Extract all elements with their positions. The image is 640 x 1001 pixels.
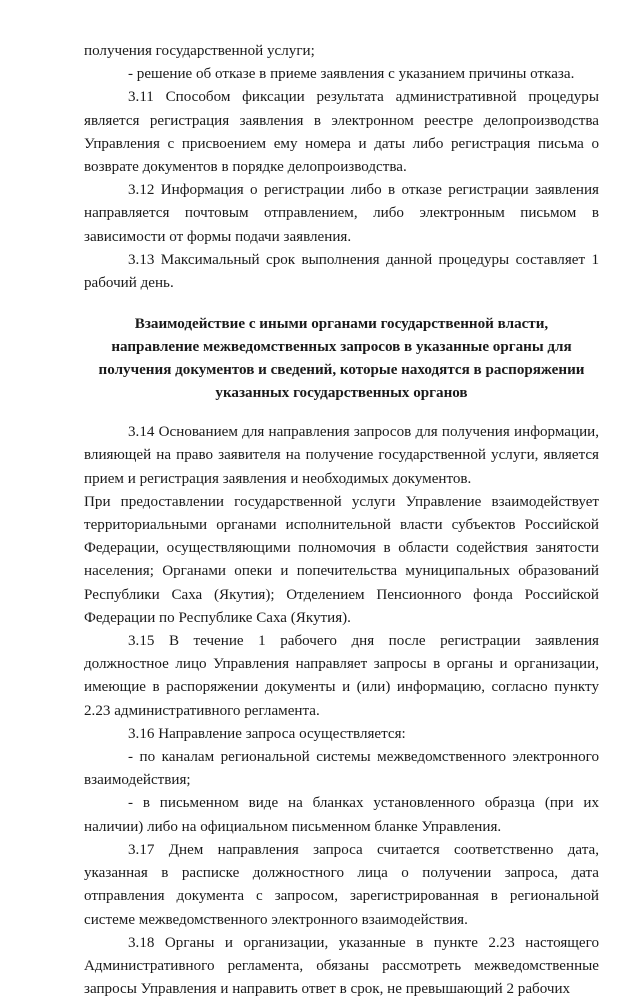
paragraph-3-13: 3.13 Максимальный срок выполнения данной процедуры составляет 1 рабочий день. bbox=[84, 251, 599, 292]
paragraph-3-18: 3.18 Органы и организации, указанные в пункте 2.23 настоящего Административного регламента, обязаны рассмотреть межведомственные запросы Управления и направить ответ в срок, не превышающий 2 рабочих bbox=[84, 934, 599, 998]
list-item-electronic: - по каналам региональной системы межведомственного электронного взаимодействия; bbox=[84, 749, 599, 789]
section-heading bbox=[84, 313, 599, 405]
paragraph-refusal-decision: - решение об отказе в приеме заявления с указанием причины отказа. bbox=[128, 66, 575, 83]
heading-line: направление межведомственных запросов в указанные органы для bbox=[111, 339, 572, 356]
paragraph-3-15: 3.15 В течение 1 рабочего дня после регистрации заявления должностное лицо Управления направляет запросы в органы и организации, имеющие в распоряжении документы и (или) информацию, согласно пункту 2.23 административного регламента. bbox=[84, 633, 599, 719]
paragraph-continuation: получения государственной услуги; bbox=[84, 43, 315, 59]
list-item-paper: - в письменном виде на бланках установленного образца (при их наличии) либо на официальном письменном бланке Управления. bbox=[84, 795, 599, 835]
heading-line: указанных государственных органов bbox=[215, 385, 468, 402]
paragraph-3-16: 3.16 Направление запроса осуществляется: bbox=[128, 725, 406, 742]
paragraph-3-11: 3.11 Способом фиксации результата административной процедуры является регистрация заявления в электронном реестре делопроизводства Управления с присвоением ему номера и даты либо регистрация письма о возврате документов в порядке делопроизводства. bbox=[84, 89, 599, 176]
paragraph-3-12: 3.12 Информация о регистрации либо в отказе регистрации заявления направляется почтовым отправлением, либо электронным письмом в зависимости от формы подачи заявления. bbox=[84, 182, 599, 245]
paragraph-interaction: При предоставлении государственной услуги Управление взаимодействует территориальными органами исполнительной власти субъектов Российской Федерации, осуществляющими полномочия в области содействия занятости населения; Органами опеки и попечительства муниципальных образований Республики Саха (Якутия); Отделением Пенсионного фонда Российской Федерации по Республике Саха (Якутия). bbox=[84, 493, 599, 626]
heading-line: Взаимодействие с иными органами государственной власти, bbox=[134, 316, 549, 333]
heading-line: получения документов и сведений, которые находятся в распоряжении bbox=[98, 362, 585, 379]
document-page bbox=[84, 40, 599, 1001]
paragraph-3-17: 3.17 Днем направления запроса считается соответственно дата, указанная в расписке должностного лица о получении запроса, дата отправления документа с запросом, зарегистрированная в региональной системе межведомственного электронного взаимодействия. bbox=[84, 841, 599, 928]
paragraph-3-14: 3.14 Основанием для направления запросов для получения информации, влияющей на право заявителя на получение государственной услуги, является прием и регистрация заявления и необходимых документов. bbox=[84, 424, 599, 487]
